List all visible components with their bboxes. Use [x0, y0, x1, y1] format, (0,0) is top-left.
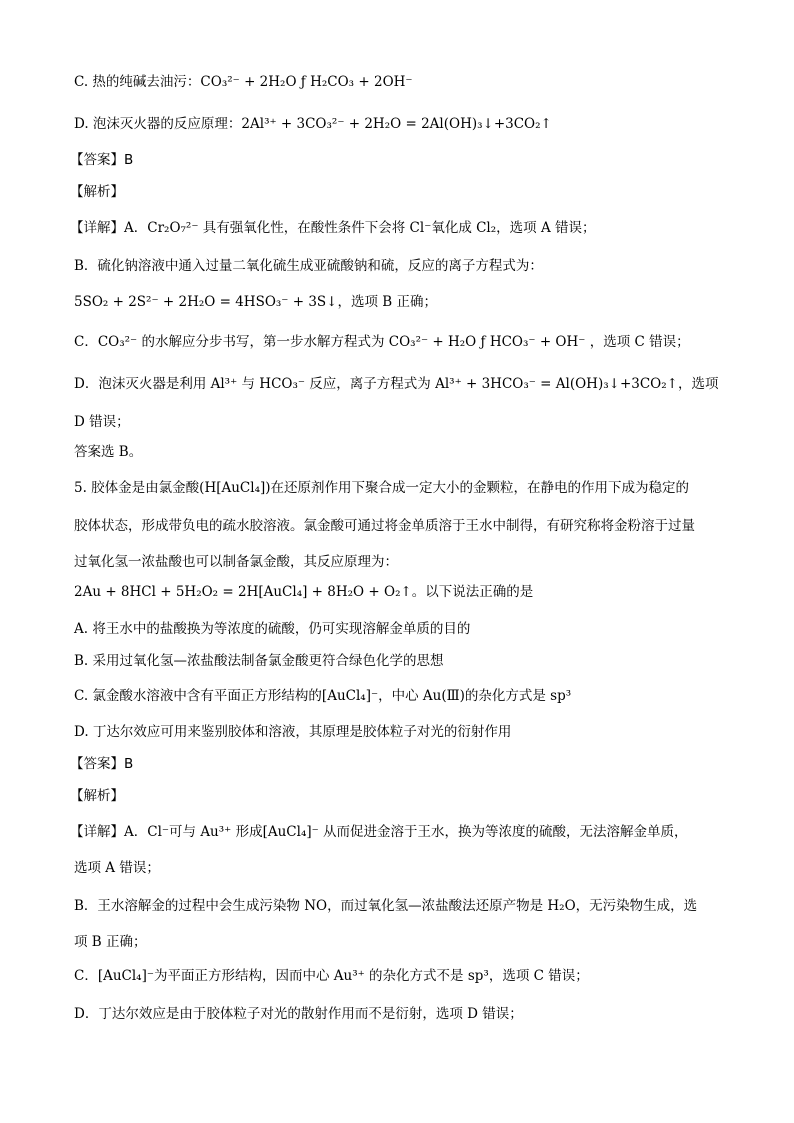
explanation-d-cont: D 错误；	[74, 414, 130, 430]
analysis-label-2: 【解析】	[70, 788, 124, 804]
explanation-b: B．硫化钠溶液中通入过量二氧化硫生成亚硫酸钠和硫，反应的离子方程式为：	[74, 258, 543, 274]
q5-explanation-d: D．丁达尔效应是由于胶体粒子对光的散射作用而不是衍射，选项 D 错误；	[74, 1006, 523, 1022]
q5-explanation-a: 【详解】A．Cl⁻可与 Au³⁺ 形成[AuCl₄]⁻ 从而促进金溶于王水，换为等浓度的硫酸，无法溶解金单质，	[70, 824, 688, 840]
question-5-equation: 2Au + 8HCl + 5H₂O₂ = 2H[AuCl₄] + 8H₂O + O₂↑。以下说法正确的是	[74, 584, 534, 600]
question-5-option-d: D. 丁达尔效应可用来鉴别胶体和溶液，其原理是胶体粒子对光的衍射作用	[74, 724, 512, 740]
q5-explanation-c: C．[AuCl₄]⁻为平面正方形结构，因而中心 Au³⁺ 的杂化方式不是 sp³，选项 C 错误；	[74, 968, 589, 984]
q5-explanation-b-cont: 项 B 正确；	[74, 934, 147, 950]
final-answer: 答案选 B。	[74, 444, 143, 460]
q5-explanation-a-cont: 选项 A 错误；	[74, 860, 160, 876]
question-5-option-c: C. 氯金酸水溶液中含有平面正方形结构的[AuCl₄]⁻，中心 Au(Ⅲ)的杂化方式是 sp³	[74, 688, 572, 704]
question-5-stem: 5. 胶体金是由氯金酸(H[AuCl₄])在还原剂作用下聚合成一定大小的金颗粒，在静电的作用下成为稳定的	[74, 480, 690, 496]
explanation-b-equation: 5SO₂ + 2S²⁻ + 2H₂O = 4HSO₃⁻ + 3S↓，选项 B 正确；	[74, 294, 437, 310]
question-5-stem-2: 胶体状态，形成带负电的疏水胶溶液。氯金酸可通过将金单质溶于王水中制得，有研究称将金粉溶于过量	[74, 518, 695, 534]
q5-explanation-b: B．王水溶解金的过程中会生成污染物 NO，而过氧化氢—浓盐酸法还原产物是 H₂O，无污染物生成，选	[74, 898, 698, 914]
explanation-c: C．CO₃²⁻ 的水解应分步书写，第一步水解方程式为 CO₃²⁻ + H₂O ƒ HCO₃⁻ + OH⁻ ，选项 C 错误；	[74, 334, 690, 350]
answer-label: 【答案】B	[70, 152, 134, 168]
explanation-d: D．泡沫灭火器是利用 Al³⁺ 与 HCO₃⁻ 反应，离子方程式为 Al³⁺ + 3HCO₃⁻ = Al(OH)₃↓+3CO₂↑，选项	[74, 376, 719, 392]
explanation-a: 【详解】A．Cr₂O₇²⁻ 具有强氧化性，在酸性条件下会将 Cl⁻氧化成 Cl₂，选项 A 错误；	[70, 220, 596, 236]
option-c-text: C. 热的纯碱去油污：CO₃²⁻ + 2H₂O ƒ H₂CO₃ + 2OH⁻	[74, 74, 413, 90]
answer-label-2: 【答案】B	[70, 756, 134, 772]
analysis-label: 【解析】	[70, 184, 124, 200]
question-5-option-a: A. 将王水中的盐酸换为等浓度的硫酸，仍可实现溶解金单质的目的	[74, 621, 471, 637]
option-d-text: D. 泡沫灭火器的反应原理：2Al³⁺ + 3CO₃²⁻ + 2H₂O = 2Al(OH)₃↓+3CO₂↑	[74, 116, 552, 132]
question-5-stem-3: 过氧化氢一浓盐酸也可以制备氯金酸，其反应原理为：	[74, 554, 398, 570]
question-5-option-b: B. 采用过氧化氢—浓盐酸法制备氯金酸更符合绿色化学的思想	[74, 653, 444, 669]
